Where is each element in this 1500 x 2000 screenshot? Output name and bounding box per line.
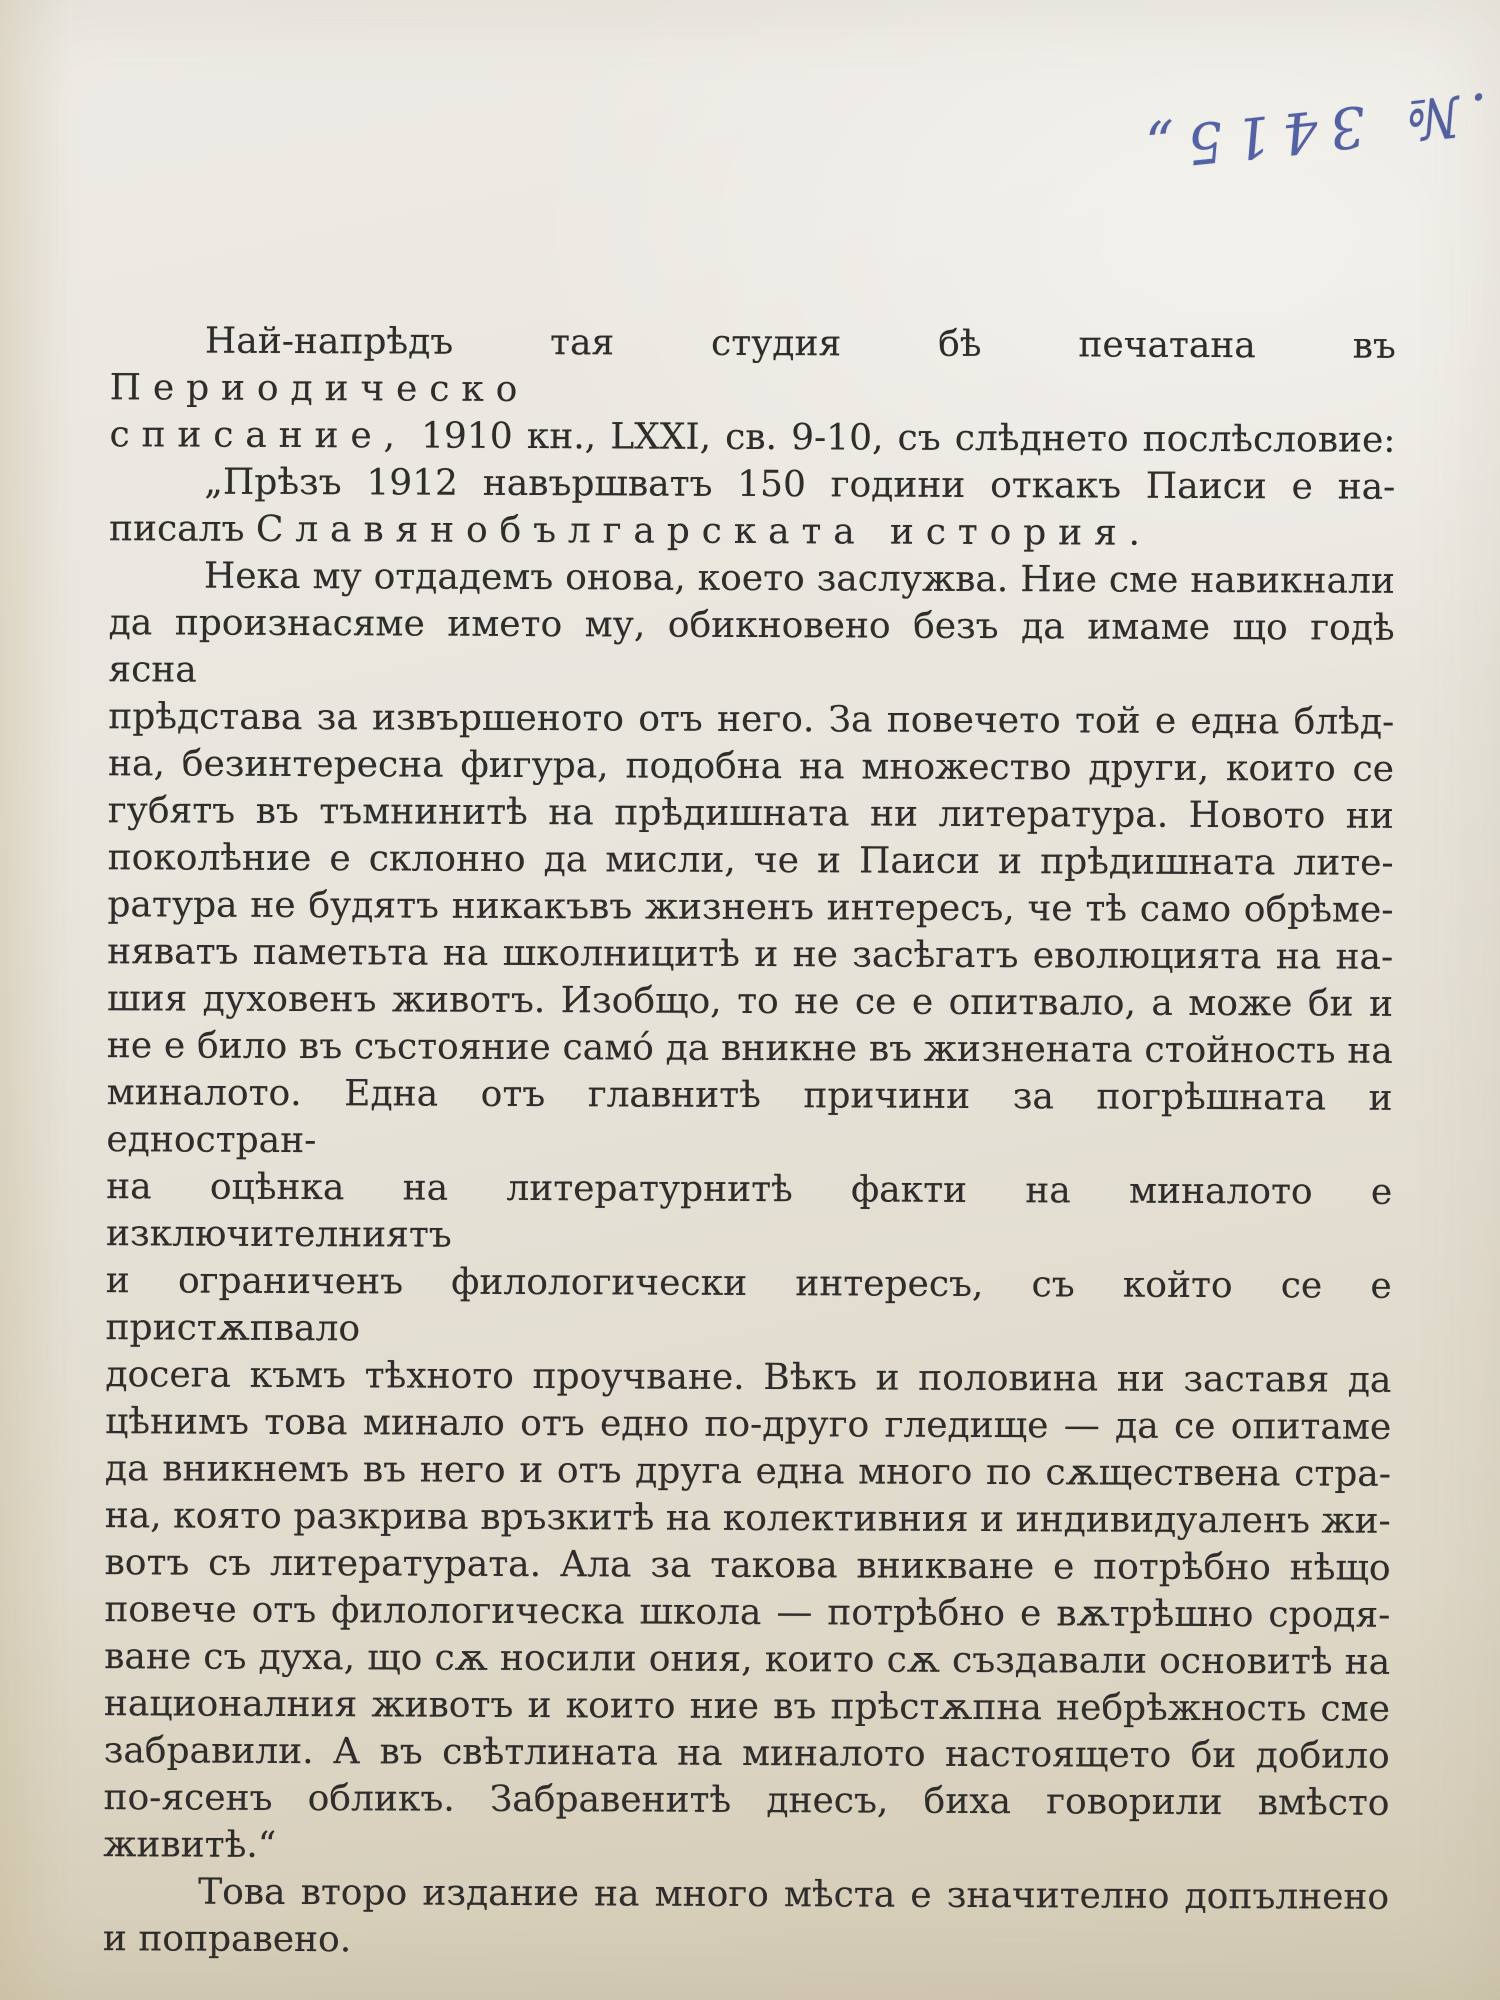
body-text: шия духовенъ животъ. Изобщо, то не се е опитвало, а може би и bbox=[106, 978, 1394, 1025]
body-text: вотъ съ литературата. Ала за такова вникване е потрѣбно нѣщо bbox=[104, 1542, 1391, 1589]
letterspaced-text: списание, bbox=[109, 414, 408, 457]
text-line bbox=[108, 693, 1394, 746]
text-line bbox=[103, 1868, 1389, 1921]
body-text: цѣнимъ това минало отъ едно по-друго гледище — да се опитаме bbox=[105, 1401, 1392, 1448]
text-line bbox=[108, 740, 1394, 793]
text-line bbox=[109, 552, 1395, 605]
body-text: ване съ духа, що сѫ носили ония, които сѫ създавали основитѣ на bbox=[104, 1636, 1391, 1683]
text-line bbox=[104, 1727, 1390, 1780]
letterspaced-text: Славянобългарската история. bbox=[255, 508, 1153, 554]
body-text: повече отъ филологическа школа — потрѣбно е вѫтрѣшно сродя- bbox=[104, 1589, 1391, 1636]
body-text: Нека му отдадемъ онова, което заслужва. Ние сме навикнали bbox=[203, 555, 1395, 602]
text-line bbox=[104, 1633, 1390, 1686]
text-line bbox=[108, 599, 1394, 699]
handwritten-inventory-mark: .№ 3415„ bbox=[1131, 79, 1493, 182]
body-text: на, която разкрива връзкитѣ на колективния и индивидуаленъ жи- bbox=[104, 1495, 1391, 1542]
body-text: Това второ издание на много мѣста е значително допълнено bbox=[198, 1871, 1390, 1918]
text-line bbox=[110, 317, 1396, 417]
body-text: и поправено. bbox=[102, 1918, 352, 1961]
text-line bbox=[103, 1915, 1389, 1968]
text-line bbox=[104, 1680, 1390, 1733]
body-text: „Прѣзъ 1912 навършватъ 150 години откакъ Паиси е на- bbox=[204, 461, 1396, 508]
body-text: по-ясенъ обликъ. Забравенитѣ днесъ, биха говорили вмѣсто живитѣ.“ bbox=[103, 1777, 1390, 1866]
body-text: и ограниченъ филологически интересъ, съ който се е пристѫпвало bbox=[105, 1260, 1392, 1350]
body-text: Най-напрѣдъ тая студия бѣ печатана въ bbox=[204, 320, 1396, 367]
body-text: писалъ bbox=[108, 508, 257, 550]
text-line bbox=[108, 834, 1394, 887]
body-text: досега къмъ тѣхното проучване. Вѣкъ и половина ни заставя да bbox=[105, 1354, 1392, 1401]
text-line bbox=[104, 1586, 1390, 1639]
body-text: 1910 кн., LXXI, св. 9-10, съ слѣднето послѣсловие: bbox=[406, 415, 1396, 461]
text-block bbox=[103, 317, 1396, 1968]
body-text: няватъ паметьта на школницитѣ и не засѣгатъ еволюцията на на- bbox=[107, 931, 1394, 978]
text-line bbox=[105, 1445, 1391, 1498]
body-text: поколѣние е склонно да мисли, че и Паиси и прѣдишната лите- bbox=[107, 837, 1394, 884]
text-line bbox=[105, 1351, 1391, 1404]
text-line bbox=[109, 411, 1395, 464]
text-line bbox=[104, 1539, 1390, 1592]
body-text: ратура не будятъ никакъвъ жизненъ интересъ, че тѣ само обрѣме- bbox=[107, 884, 1394, 931]
letterspaced-text: Периодическо bbox=[109, 367, 530, 411]
text-line bbox=[105, 1257, 1391, 1357]
body-text: не е било въ състояние само́ да вникне въ жизнената стойность на bbox=[106, 1025, 1393, 1072]
body-text: забравили. А въ свѣтлината на миналото настоящето би добило bbox=[103, 1730, 1390, 1777]
text-line bbox=[108, 787, 1394, 840]
text-line bbox=[107, 975, 1393, 1028]
body-text: националния животъ и които ние въ прѣстѫпна небрѣжность сме bbox=[103, 1683, 1391, 1730]
text-line bbox=[109, 505, 1395, 558]
text-line bbox=[109, 458, 1395, 511]
body-text: на оцѣнка на литературнитѣ факти на миналото е изключителниятъ bbox=[105, 1166, 1393, 1256]
text-line bbox=[106, 1069, 1392, 1169]
body-text: да вникнемъ въ него и отъ друга една много по сѫществена стра- bbox=[104, 1448, 1392, 1495]
body-text: на, безинтересна фигура, подобна на множество други, които се bbox=[107, 743, 1395, 790]
text-line bbox=[105, 1398, 1391, 1451]
body-text: прѣдстава за извършеното отъ него. За повечето той е една блѣд- bbox=[108, 696, 1395, 743]
text-line bbox=[106, 1163, 1392, 1263]
text-line bbox=[105, 1492, 1391, 1545]
text-line bbox=[107, 928, 1393, 981]
body-text: миналото. Една отъ главнитѣ причини за погрѣшната и едностран- bbox=[106, 1072, 1393, 1162]
body-text: губятъ въ тъмнинитѣ на прѣдишната ни литература. Новото ни bbox=[107, 790, 1394, 837]
text-line bbox=[103, 1774, 1389, 1874]
body-text: да произнасяме името му, обикновено безъ да имаме що годѣ ясна bbox=[108, 602, 1395, 691]
text-line bbox=[107, 1022, 1393, 1075]
text-line bbox=[107, 881, 1393, 934]
